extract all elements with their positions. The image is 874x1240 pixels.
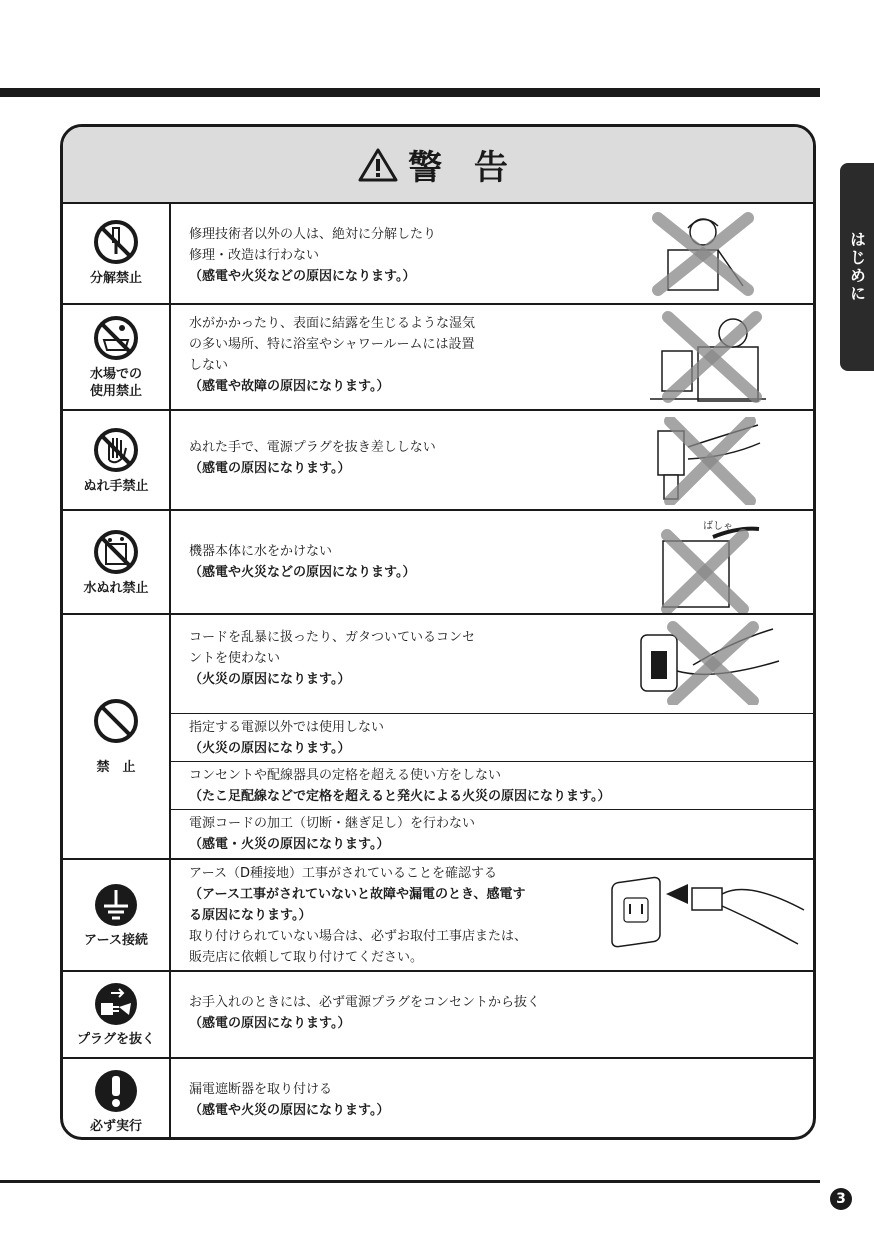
text-note: （感電・火災の原因になります。） xyxy=(189,837,390,852)
bottom-rule xyxy=(0,1180,820,1183)
warning-row-ground xyxy=(63,860,813,972)
text-line: しない xyxy=(189,358,229,373)
icon-label: 水ぬれ禁止 xyxy=(83,580,149,596)
text-line: 修理・改造は行わない xyxy=(189,248,320,263)
warning-row-disassembly xyxy=(63,202,813,305)
icon-label: ぬれ手禁止 xyxy=(83,478,149,494)
icon-cell xyxy=(63,860,171,970)
warning-row-must-do xyxy=(63,1059,813,1140)
grounded-outlet-illustration xyxy=(608,874,808,960)
icon-label-line: 使用禁止 xyxy=(89,384,142,399)
unplug-icon xyxy=(93,981,139,1027)
row-text xyxy=(189,992,540,1034)
warning-row-wet-hands xyxy=(63,411,813,511)
sub-item-divider xyxy=(171,761,813,762)
icon-label xyxy=(90,366,142,400)
splash-sfx-text: ばしゃ xyxy=(703,521,733,532)
sub-item-divider xyxy=(171,713,813,714)
warning-row-unplug xyxy=(63,972,813,1059)
warning-title: 警 告 xyxy=(408,148,518,188)
no-disassembly-icon xyxy=(92,218,140,266)
text-note: （アース工事がされていないと故障や漏電のとき、感電す xyxy=(189,887,526,902)
text-line: 販売店に依頼して取り付けてください。 xyxy=(189,950,424,965)
text-line: コンセントや配線器具の定格を超える使い方をしない xyxy=(189,768,502,783)
icon-label-line: 水場での xyxy=(89,367,142,382)
text-line: の多い場所、特に浴室やシャワールームには設置 xyxy=(189,337,475,352)
row-text xyxy=(189,627,475,690)
text-line: 指定する電源以外では使用しない xyxy=(189,720,385,735)
text-note: （感電の原因になります。） xyxy=(189,461,351,476)
row-text xyxy=(189,765,610,807)
row-text xyxy=(189,1079,389,1121)
text-line: 取り付けられていない場合は、必ずお取付工事店または、 xyxy=(189,929,528,944)
icon-label: プラグを抜く xyxy=(76,1032,155,1047)
section-tab: はじめに xyxy=(840,163,874,371)
splash-illustration xyxy=(643,517,763,613)
warning-header xyxy=(63,127,813,204)
icon-cell xyxy=(63,615,171,858)
warning-row-no-water xyxy=(63,511,813,615)
icon-label: アース接続 xyxy=(84,932,148,948)
text-note: （感電や火災の原因になります。） xyxy=(189,1103,390,1118)
icon-cell xyxy=(63,202,171,303)
icon-cell xyxy=(63,1059,171,1140)
text-line: お手入れのときには、必ず電源プラグをコンセントから抜く xyxy=(189,995,541,1010)
mandatory-action-icon xyxy=(93,1068,139,1114)
text-note: （感電や故障の原因になります。） xyxy=(189,379,390,394)
row-text xyxy=(189,313,475,397)
text-note: （感電の原因になります。） xyxy=(189,1016,351,1031)
wet-hands-illustration xyxy=(648,417,768,505)
icon-label: 禁 止 xyxy=(96,760,136,775)
text-line: ントを使わない xyxy=(189,651,281,666)
text-line: 修理技術者以外の人は、絶対に分解したり xyxy=(189,227,437,242)
warning-row-water-area xyxy=(63,305,813,411)
text-line: アース（D種接地）工事がされていることを確認する xyxy=(189,866,497,881)
page-number: 3 xyxy=(830,1188,852,1210)
text-note: （火災の原因になります。） xyxy=(189,741,351,756)
ground-connection-icon xyxy=(93,882,139,928)
text-note: （感電や火災などの原因になります。） xyxy=(189,565,416,580)
warning-triangle-icon xyxy=(358,147,398,183)
row-text xyxy=(189,437,436,479)
warning-box xyxy=(60,124,816,1140)
text-note: る原因になります。） xyxy=(189,908,312,923)
row-text xyxy=(189,813,475,855)
text-line: ぬれた手で、電源プラグを抜き差ししない xyxy=(189,440,436,455)
text-line: コードを乱暴に扱ったり、ガタついているコンセ xyxy=(189,630,476,645)
text-line: 電源コードの加工（切断・継ぎ足し）を行わない xyxy=(189,816,476,831)
icon-cell xyxy=(63,411,171,509)
row-text xyxy=(189,541,415,583)
sub-item-divider xyxy=(171,809,813,810)
icon-cell xyxy=(63,972,171,1057)
row-text xyxy=(189,717,384,759)
bathroom-illustration xyxy=(648,311,768,407)
top-rule xyxy=(0,88,820,97)
row-text xyxy=(189,863,527,968)
text-line: 機器本体に水をかけない xyxy=(189,544,333,559)
text-note: （感電や火災などの原因になります。） xyxy=(189,269,416,284)
text-note: （火災の原因になります。） xyxy=(189,672,351,687)
icon-cell xyxy=(63,305,171,409)
prohibited-icon xyxy=(92,697,140,745)
text-line: 漏電遮断器を取り付ける xyxy=(189,1082,333,1097)
disassembly-illustration xyxy=(648,210,758,296)
icon-label: 必ず実行 xyxy=(89,1118,142,1134)
no-bathroom-use-icon xyxy=(92,314,140,362)
no-splash-icon xyxy=(92,528,140,576)
no-wet-hands-icon xyxy=(92,426,140,474)
icon-cell xyxy=(63,511,171,613)
cord-outlet-illustration xyxy=(633,621,783,705)
row-text xyxy=(189,224,436,287)
text-note: （たこ足配線などで定格を超えると発火による火災の原因になります。） xyxy=(189,789,611,804)
text-line: 水がかかったり、表面に結露を生じるような湿気 xyxy=(189,316,476,331)
icon-label: 分解禁止 xyxy=(89,271,142,286)
warning-row-prohibited xyxy=(63,615,813,860)
